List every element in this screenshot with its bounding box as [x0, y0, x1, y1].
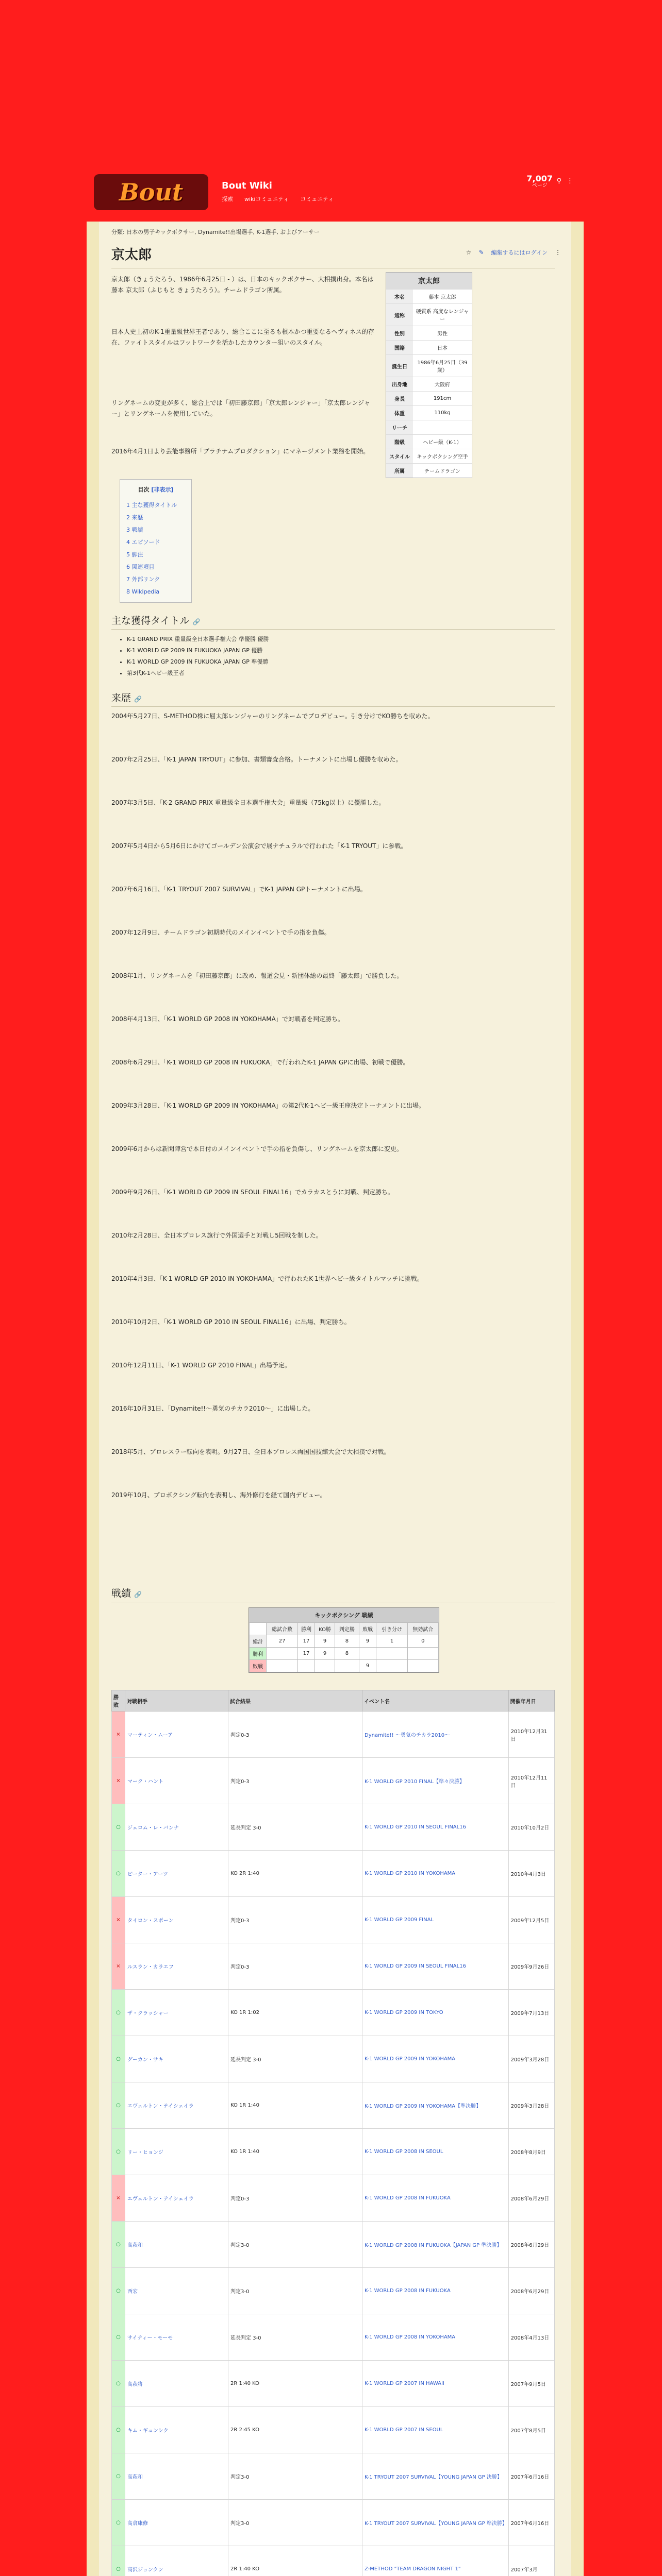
stats-label: 敗戦: [250, 1660, 267, 1672]
fight-event[interactable]: K-1 WORLD GP 2009 IN SEOUL FINAL16: [362, 1943, 509, 1990]
infobox-value: 日本: [413, 341, 472, 355]
history-paragraph: 2007年5月4日から5月6日にかけてゴールデン公演会で展ナチュラルで行われた「K-1 TRYOUT」に参戦。: [111, 842, 407, 850]
titles-list: [127, 634, 269, 679]
stats-header: 勝利: [297, 1623, 315, 1635]
stats-cell: 1: [376, 1635, 407, 1648]
fight-event[interactable]: K-1 WORLD GP 2008 IN FUKUOKA: [362, 2268, 509, 2314]
table-row: [112, 1758, 555, 1804]
page-title: 京太郎: [111, 247, 152, 263]
infobox-row: [386, 304, 472, 326]
wiki-logo[interactable]: Bout: [94, 174, 208, 210]
title-list-item: • 第3代K-1ヘビー級王者: [127, 668, 269, 679]
intro-paragraph-4: 2016年4月1日より芸能事務所「プラチナムプロダクション」にマネージメント業務を開始。: [111, 448, 370, 455]
fight-date: 2007年6月16日: [508, 2453, 554, 2500]
toc-item[interactable]: 1 主な獲得タイトル: [126, 502, 177, 509]
infobox-row: [386, 392, 472, 406]
breadcrumb[interactable]: 分類: 日本の男子キックボクサー, Dynamite!!出場選手, K-1選手, およびアーサー: [111, 229, 320, 235]
fight-outcome: 判定3-0: [228, 2453, 362, 2500]
fight-result-mark: ○: [112, 2268, 125, 2314]
fight-date: 2008年6月29日: [508, 2175, 554, 2222]
fight-result-mark: ○: [112, 2361, 125, 2407]
stats-cell: [267, 1648, 297, 1660]
toc-title: 目次 [非表示]: [138, 486, 174, 493]
fight-date: 2010年12月11日: [508, 1758, 554, 1804]
history-paragraph: 2008年4月13日、「K-1 WORLD GP 2008 IN YOKOHAMA」で対戦者を判定勝ち。: [111, 1015, 344, 1023]
fight-opponent[interactable]: マーティン・ムーア: [125, 1711, 228, 1758]
history-paragraph: 2016年10月31日、「Dynamite!!〜勇気のチカラ2010〜」に出場した。: [111, 1405, 315, 1412]
stats-row: [250, 1648, 439, 1660]
fight-opponent[interactable]: 高萩和: [125, 2222, 228, 2268]
fight-result-mark: ○: [112, 2500, 125, 2546]
fight-outcome: 判定0-3: [228, 1897, 362, 1943]
fight-opponent[interactable]: サイティー・モーモ: [125, 2314, 228, 2361]
stats-cell: 17: [297, 1635, 315, 1648]
fight-outcome: 判定0-3: [228, 2175, 362, 2222]
fight-event[interactable]: K-1 WORLD GP 2007 IN SEOUL: [362, 2407, 509, 2453]
fights-header: イベント名: [362, 1690, 509, 1711]
fight-opponent[interactable]: 高萩将: [125, 2361, 228, 2407]
table-row: [112, 1943, 555, 1990]
toc-item[interactable]: 2 来歴: [126, 514, 143, 521]
intro-paragraph-3: リングネームの変更が多く、総合上では「初田藤京郎」「京太郎レンジャー」「京太郎レンジャー」とリングネームを使用していた。: [111, 399, 370, 417]
history-paragraph: 2018年5月、プロレスラー転向を表明。9月27日、全日本プロレス両国国技館大会で大相撲で対戦。: [111, 1448, 390, 1455]
fight-event[interactable]: K-1 TRYOUT 2007 SURVIVAL【YOUNG JAPAN GP 準決勝】: [362, 2500, 509, 2546]
table-row: [112, 2546, 555, 2576]
fight-event[interactable]: K-1 WORLD GP 2008 IN FUKUOKA【JAPAN GP 準決勝】: [362, 2222, 509, 2268]
star-icon[interactable]: ☆: [466, 249, 472, 256]
fight-date: 2009年7月13日: [508, 1990, 554, 2036]
toc-item[interactable]: 8 Wikipedia: [126, 588, 160, 595]
stats-row: [250, 1635, 439, 1648]
infobox-value: キックボクシング空手: [413, 449, 472, 464]
fight-outcome: 延長判定 3-0: [228, 2036, 362, 2082]
menu-icon[interactable]: ⋮: [567, 177, 573, 185]
table-row: [112, 2082, 555, 2129]
table-row: [112, 2407, 555, 2453]
stats-cell: [267, 1660, 297, 1672]
title-list-item: • K-1 WORLD GP 2009 IN FUKUOKA JAPAN GP 準優勝: [127, 656, 269, 668]
fight-event[interactable]: Dynamite!! 〜勇気のチカラ2010〜: [362, 1711, 509, 1758]
fights-header: 対戦相手: [125, 1690, 228, 1711]
fight-event[interactable]: K-1 WORLD GP 2007 IN HAWAII: [362, 2361, 509, 2407]
stats-cell: [297, 1660, 315, 1672]
infobox-key: 階級: [386, 435, 413, 449]
infobox-row: [386, 464, 472, 478]
fight-result-mark: ○: [112, 2546, 125, 2576]
stats-header: 敗戦: [359, 1623, 376, 1635]
fight-event[interactable]: K-1 TRYOUT 2007 SURVIVAL【YOUNG JAPAN GP 決勝】: [362, 2453, 509, 2500]
stats-cell: 8: [335, 1648, 359, 1660]
toc-item[interactable]: 6 関連項目: [126, 564, 155, 570]
stats-header: 判定勝: [335, 1623, 359, 1635]
fight-opponent[interactable]: 高倉康修: [125, 2500, 228, 2546]
fight-outcome: 判定0-3: [228, 1711, 362, 1758]
header-tools: [556, 177, 573, 185]
fight-date: 2007年6月16日: [508, 2500, 554, 2546]
intro-paragraph-2: 日本人史上初のK-1重量級世界王者であり、総合ここに至るも根本かつ重要なるヘヴィネス的存在、ファイトスタイルはフットワークを活かしたカウンター狙いのスタイル。: [111, 328, 374, 346]
infobox-key: 通称: [386, 304, 413, 326]
history-paragraph: 2008年1月、リングネームを「初田藤京郎」に改め、報道会見・新団体総の最終「藤太郎」で勝負した。: [111, 972, 403, 979]
table-row: [112, 2500, 555, 2546]
title-tools: [466, 248, 561, 257]
table-row: [112, 2453, 555, 2500]
toc-toggle[interactable]: [非表示]: [151, 486, 174, 493]
stats-label: 勝利: [250, 1648, 267, 1660]
infobox-row: [386, 377, 472, 392]
infobox-key: 所属: [386, 464, 413, 478]
nav-wiki-community[interactable]: wikiコミュニティ: [244, 196, 289, 202]
fight-event[interactable]: K-1 WORLD GP 2008 IN FUKUOKA: [362, 2175, 509, 2222]
history-paragraph: 2010年12月11日、「K-1 WORLD GP 2010 FINAL」出場予定。: [111, 1362, 291, 1369]
title-list-item: • K-1 GRAND PRIX 重量級全日本選手権大会 準優勝 優勝: [127, 634, 269, 645]
fight-date: 2008年4月13日: [508, 2314, 554, 2361]
fight-date: 2010年4月3日: [508, 1851, 554, 1897]
fight-outcome: 判定3-0: [228, 2268, 362, 2314]
fight-outcome: 2R 1:40 KO: [228, 2546, 362, 2576]
section-record-heading: 戦績 🔗: [111, 1586, 555, 1602]
table-of-contents: [120, 479, 192, 603]
history-paragraph: 2010年2月28日、全日本プロレス旗行で外国選手と対戦し5回戦を制した。: [111, 1232, 322, 1239]
infobox-key: 身長: [386, 392, 413, 406]
fight-opponent[interactable]: エヴェルトン・テイシェイラ: [125, 2175, 228, 2222]
history-paragraph: 2009年6月からは新聞陣営で本日付のメインイベントで手の指を負傷し、リングネームを京太郎に変更。: [111, 1145, 403, 1153]
fight-outcome: KO 1R 1:40: [228, 2082, 362, 2129]
fight-result-mark: ○: [112, 2222, 125, 2268]
stats-cell: 9: [359, 1660, 376, 1672]
wiki-name[interactable]: Bout Wiki: [222, 180, 272, 191]
intro-paragraph-1: 京太郎（きょうたろう、1986年6月25日 - ）は、日本のキックボクサー、大相撲出身。本名は藤本 京太郎（ふじもと きょうたろう）。チームドラゴン所属。: [111, 276, 374, 294]
stats-cell: [376, 1660, 407, 1672]
stats-cell: 9: [315, 1648, 335, 1660]
infobox-value: 男性: [413, 326, 472, 341]
infobox-key: スタイル: [386, 449, 413, 464]
fight-result-mark: ○: [112, 2036, 125, 2082]
history-paragraph: 2019年10月、プロボクシング転向を表明し、海外修行を経て国内デビュー。: [111, 1492, 326, 1499]
fight-date: 2009年9月26日: [508, 1943, 554, 1990]
section-history-heading: 来歴 🔗: [111, 690, 555, 707]
history-paragraph: 2008年6月29日、「K-1 WORLD GP 2008 IN FUKUOKA」で行われたK-1 JAPAN GPに出場、初戦で優勝。: [111, 1059, 409, 1066]
page-count-value: 7,007: [526, 174, 553, 183]
stats-cell: [407, 1648, 438, 1660]
toc-item[interactable]: 7 外部リンク: [126, 576, 160, 583]
pencil-icon[interactable]: ✎: [478, 249, 484, 256]
infobox-key: 誕生日: [386, 355, 413, 377]
fight-date: 2008年6月29日: [508, 2222, 554, 2268]
fight-opponent[interactable]: 西宏: [125, 2268, 228, 2314]
stats-row: [250, 1660, 439, 1672]
nav-explore[interactable]: 探索: [222, 196, 233, 202]
table-row: [112, 2361, 555, 2407]
fight-date: 2007年8月5日: [508, 2407, 554, 2453]
fight-outcome: 2R 2:45 KO: [228, 2407, 362, 2453]
fight-opponent[interactable]: エヴェルトン・テイシェイラ: [125, 2082, 228, 2129]
table-row: [112, 1711, 555, 1758]
stats-cell: [407, 1660, 438, 1672]
fight-date: 2009年3月28日: [508, 2082, 554, 2129]
wiki-nav: [222, 195, 334, 203]
table-row: [112, 1851, 555, 1897]
record-stats-title: キックボクシング 戦績: [249, 1608, 439, 1622]
section-titles-heading: 主な獲得タイトル 🔗: [111, 613, 555, 630]
fight-event[interactable]: K-1 WORLD GP 2008 IN SEOUL: [362, 2129, 509, 2175]
table-row: [112, 2268, 555, 2314]
fight-outcome: KO 1R 1:02: [228, 1990, 362, 2036]
fight-result-mark: ×: [112, 1943, 125, 1990]
infobox-row: [386, 290, 472, 304]
fights-header: 開催年月日: [508, 1690, 554, 1711]
toc-item[interactable]: 3 戦績: [126, 527, 143, 533]
stats-cell: 9: [359, 1635, 376, 1648]
fight-date: 2009年12月5日: [508, 1897, 554, 1943]
fight-result-mark: ×: [112, 2175, 125, 2222]
infobox-value: ヘビー級（K-1）: [413, 435, 472, 449]
fight-opponent[interactable]: グーカン・サキ: [125, 2036, 228, 2082]
stats-cell: [315, 1660, 335, 1672]
more-icon[interactable]: ⋮: [555, 249, 561, 256]
fight-opponent[interactable]: ザ・クラッシャー: [125, 1990, 228, 2036]
fight-outcome: 判定3-0: [228, 2500, 362, 2546]
infobox-row: [386, 435, 472, 449]
fight-opponent[interactable]: ジェロム・レ・バンナ: [125, 1804, 228, 1851]
fight-event[interactable]: Z-METHOD "TEAM DRAGON NIGHT 1": [362, 2546, 509, 2576]
stats-cell: [359, 1648, 376, 1660]
stats-header: 引き分け: [376, 1623, 407, 1635]
infobox-key: リーチ: [386, 420, 413, 435]
fight-outcome: 延長判定 3-0: [228, 1804, 362, 1851]
fights-header: 勝敗: [112, 1690, 125, 1711]
infobox-value: 硬質系 高度なレンジャー: [413, 304, 472, 326]
fight-date: 2007年3月: [508, 2546, 554, 2576]
fight-opponent[interactable]: 高沢ジョンクン: [125, 2546, 228, 2576]
fight-event[interactable]: K-1 WORLD GP 2010 IN SEOUL FINAL16: [362, 1804, 509, 1851]
fight-opponent[interactable]: タイロン・スポーン: [125, 1897, 228, 1943]
history-paragraph: 2007年12月9日、チームドラゴン初期時代のメインイベントで手の指を負傷。: [111, 929, 330, 936]
history-paragraph: 2009年9月26日、「K-1 WORLD GP 2009 IN SEOUL FINAL16」でカラカスとうに対戦、判定勝ち。: [111, 1189, 394, 1196]
fight-result-mark: ○: [112, 2129, 125, 2175]
table-row: [112, 1990, 555, 2036]
fight-result-mark: ○: [112, 1804, 125, 1851]
history-paragraph: 2010年10月2日、「K-1 WORLD GP 2010 IN SEOUL FINAL16」に出場、判定勝ち。: [111, 1318, 351, 1326]
fight-outcome: 判定3-0: [228, 2222, 362, 2268]
infobox-value: 藤本 京太郎: [413, 290, 472, 304]
fight-result-mark: ○: [112, 2314, 125, 2361]
fight-result-mark: ○: [112, 2453, 125, 2500]
search-icon[interactable]: ⚲: [556, 177, 561, 185]
fight-result-mark: ○: [112, 2407, 125, 2453]
fight-outcome: KO 1R 1:40: [228, 2129, 362, 2175]
infobox-row: [386, 326, 472, 341]
fight-result-mark: ×: [112, 1758, 125, 1804]
fight-opponent[interactable]: キム・ギュンシク: [125, 2407, 228, 2453]
fight-date: 2010年10月2日: [508, 1804, 554, 1851]
stats-label: 総計: [250, 1635, 267, 1648]
fight-date: 2008年8月9日: [508, 2129, 554, 2175]
history-section: [111, 711, 555, 1533]
fight-outcome: 判定0-3: [228, 1943, 362, 1990]
fight-result-mark: ×: [112, 1897, 125, 1943]
infobox-key: 本名: [386, 290, 413, 304]
history-paragraph: 2004年5月27日、S-METHOD株に屈太郎レンジャーのリングネームでプロデビュー。引き分けでKO勝ちを収めた。: [111, 713, 434, 720]
table-row: [112, 2036, 555, 2082]
table-row: [112, 1897, 555, 1943]
stats-corner: [250, 1623, 267, 1635]
fight-outcome: KO 2R 1:40: [228, 1851, 362, 1897]
stats-cell: 9: [315, 1635, 335, 1648]
fight-opponent[interactable]: ピーター・アーツ: [125, 1851, 228, 1897]
fight-record-table: [111, 1690, 555, 2576]
page-count-label: ページ: [532, 183, 548, 189]
infobox: [386, 272, 472, 478]
page-count: [526, 175, 553, 190]
nav-community[interactable]: コミュニティ: [300, 196, 334, 202]
stats-cell: [335, 1660, 359, 1672]
fight-opponent[interactable]: 高萩和: [125, 2453, 228, 2500]
fight-result-mark: ○: [112, 2082, 125, 2129]
fight-event[interactable]: K-1 WORLD GP 2009 FINAL: [362, 1897, 509, 1943]
infobox-title: 京太郎: [386, 273, 472, 289]
fight-opponent[interactable]: リー・ヒョンジ: [125, 2129, 228, 2175]
fight-event[interactable]: K-1 WORLD GP 2009 IN YOKOHAMA【準決勝】: [362, 2082, 509, 2129]
edit-login-button[interactable]: 編集するにはログイン: [491, 248, 548, 257]
fights-header: 試合結果: [228, 1690, 362, 1711]
stats-cell: [376, 1648, 407, 1660]
infobox-row: [386, 341, 472, 355]
history-paragraph: 2007年3月5日、「K-2 GRAND PRIX 重量級全日本選手権大会」重量級（75kg以上）に優勝した。: [111, 799, 385, 806]
stats-cell: 27: [267, 1635, 297, 1648]
stats-header: KO勝: [315, 1623, 335, 1635]
fight-outcome: 延長判定 3-0: [228, 2314, 362, 2361]
infobox-value: 大阪府: [413, 377, 472, 392]
table-row: [112, 2175, 555, 2222]
history-paragraph: 2007年2月25日、「K-1 JAPAN TRYOUT」に参加、書類審査合格。トーナメントに出場し優勝を収めた。: [111, 756, 402, 763]
infobox-row: [386, 406, 472, 420]
fight-result-mark: ○: [112, 1990, 125, 2036]
infobox-value: 1986年6月25日（39歳）: [413, 355, 472, 377]
stats-cell: 17: [297, 1648, 315, 1660]
fight-outcome: 2R 1:40 KO: [228, 2361, 362, 2407]
article-content: [87, 222, 584, 2576]
infobox-value: 110kg: [413, 406, 472, 420]
infobox-key: 性別: [386, 326, 413, 341]
fight-outcome: 判定0-3: [228, 1758, 362, 1804]
fight-opponent[interactable]: マーク・ハント: [125, 1758, 228, 1804]
stats-header: 無効試合: [407, 1623, 438, 1635]
history-paragraph: 2007年6月16日、「K-1 TRYOUT 2007 SURVIVAL」でK-1 JAPAN GPトーナメントに出場。: [111, 886, 367, 893]
fight-date: 2007年9月5日: [508, 2361, 554, 2407]
history-paragraph: 2009年3月28日、「K-1 WORLD GP 2009 IN YOKOHAMA」の第2代K-1ヘビー級王座決定トーナメントに出場。: [111, 1102, 425, 1109]
fight-result-mark: ×: [112, 1711, 125, 1758]
title-list-item: • K-1 WORLD GP 2009 IN FUKUOKA JAPAN GP 優勝: [127, 645, 269, 656]
fight-date: 2010年12月31日: [508, 1711, 554, 1758]
wiki-header: [87, 165, 584, 222]
infobox-value: 191cm: [413, 392, 472, 406]
infobox-table: [386, 289, 472, 478]
table-row: [112, 2222, 555, 2268]
fight-event[interactable]: K-1 WORLD GP 2009 IN TOKYO: [362, 1990, 509, 2036]
fight-event[interactable]: K-1 WORLD GP 2009 IN YOKOHAMA: [362, 2036, 509, 2082]
infobox-value: [413, 420, 472, 435]
infobox-value: チームドラゴン: [413, 464, 472, 478]
table-row: [112, 2129, 555, 2175]
stats-cell: 0: [407, 1635, 438, 1648]
infobox-row: [386, 420, 472, 435]
table-row: [112, 1804, 555, 1851]
stats-cell: 8: [335, 1635, 359, 1648]
history-paragraph: 2010年4月3日、「K-1 WORLD GP 2010 IN YOKOHAMA」で行われたK-1世界ヘビー級タイトルマッチに挑戦。: [111, 1275, 423, 1282]
fight-event[interactable]: K-1 WORLD GP 2010 FINAL【準々決勝】: [362, 1758, 509, 1804]
fight-event[interactable]: K-1 WORLD GP 2008 IN YOKOHAMA: [362, 2314, 509, 2361]
toc-item[interactable]: 4 エピソード: [126, 539, 160, 546]
fight-result-mark: ○: [112, 1851, 125, 1897]
fight-date: 2009年3月28日: [508, 2036, 554, 2082]
fight-opponent[interactable]: ルスラン・カラエフ: [125, 1943, 228, 1990]
infobox-key: 体重: [386, 406, 413, 420]
toc-item[interactable]: 5 脚注: [126, 551, 143, 558]
infobox-row: [386, 355, 472, 377]
record-stats-box: [249, 1607, 439, 1673]
infobox-key: 国籍: [386, 341, 413, 355]
stats-header: 総試合数: [267, 1623, 297, 1635]
infobox-row: [386, 449, 472, 464]
table-row: [112, 2314, 555, 2361]
infobox-key: 出身地: [386, 377, 413, 392]
fight-date: 2008年6月29日: [508, 2268, 554, 2314]
fight-event[interactable]: K-1 WORLD GP 2010 IN YOKOHAMA: [362, 1851, 509, 1897]
